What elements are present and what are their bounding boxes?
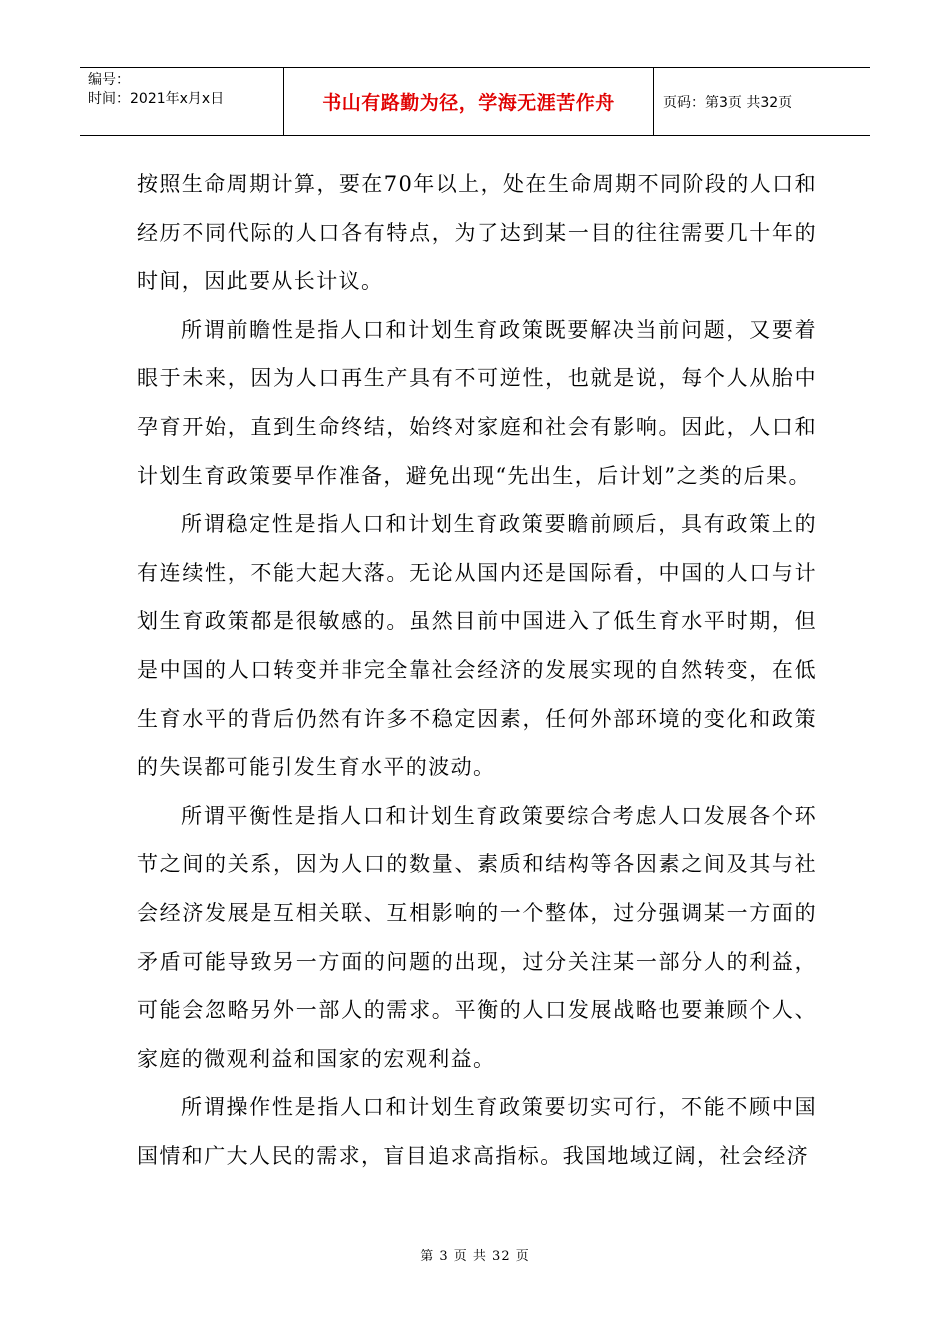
paragraph-balance: 所谓平衡性是指人口和计划生育政策要综合考虑人口发展各个环节之间的关系，因为人口的数量、素质和结构等各因素之间及其与社会经济发展是互相关联、互相影响的一个整体，过分强调某一方面的矛盾可能导致另一方面的问题的出现，过分关注某一部分人的利益，可能会忽略另外一部人的需求。平衡的人口发展战略也要兼顾个人、家庭的微观利益和国家的宏观利益。 xyxy=(137,803,817,1071)
header-meta-cell xyxy=(80,68,284,135)
paragraph-foresight: 所谓前瞻性是指人口和计划生育政策既要解决当前问题，又要着眼于未来，因为人口再生产具有不可逆性，也就是说，每个人从胎中孕育开始，直到生命终结，始终对家庭和社会有影响。因此，人口和计划生育政策要早作准备，避免出现“先出生，后计划”之类的后果。 xyxy=(137,317,817,488)
document-body xyxy=(137,160,817,1180)
page-header xyxy=(80,67,870,136)
page-footer: 第 3 页 共 32 页 xyxy=(420,1249,530,1264)
paragraph-stability: 所谓稳定性是指人口和计划生育政策要瞻前顾后，具有政策上的有连续性，不能大起大落。无论从国内还是国际看，中国的人口与计划生育政策都是很敏感的。虽然目前中国进入了低生育水平时期，但是中国的人口转变并非完全靠社会经济的发展实现的自然转变，在低生育水平的背后仍然有许多不稳定因素，任何外部环境的变化和政策的失误都可能引发生育水平的波动。 xyxy=(137,512,817,780)
header-motto: 书山有路勤为径，学海无涯苦作舟 xyxy=(284,68,654,135)
paragraph-operability: 所谓操作性是指人口和计划生育政策要切实可行，不能不顾中国国情和广大人民的需求，盲目追求高指标。我国地域辽阔，社会经济 xyxy=(137,1095,817,1168)
paragraph-continuation: 按照生命周期计算，要在70年以上，处在生命周期不同阶段的人口和经历不同代际的人口各有特点，为了达到某一目的往往需要几十年的时间，因此要从长计议。 xyxy=(137,172,817,294)
document-time-label: 时间：2021年x月x日 xyxy=(88,91,225,107)
header-page-info: 页码：第3页 共32页 xyxy=(663,94,793,111)
document-number-label: 编号： xyxy=(88,72,130,88)
